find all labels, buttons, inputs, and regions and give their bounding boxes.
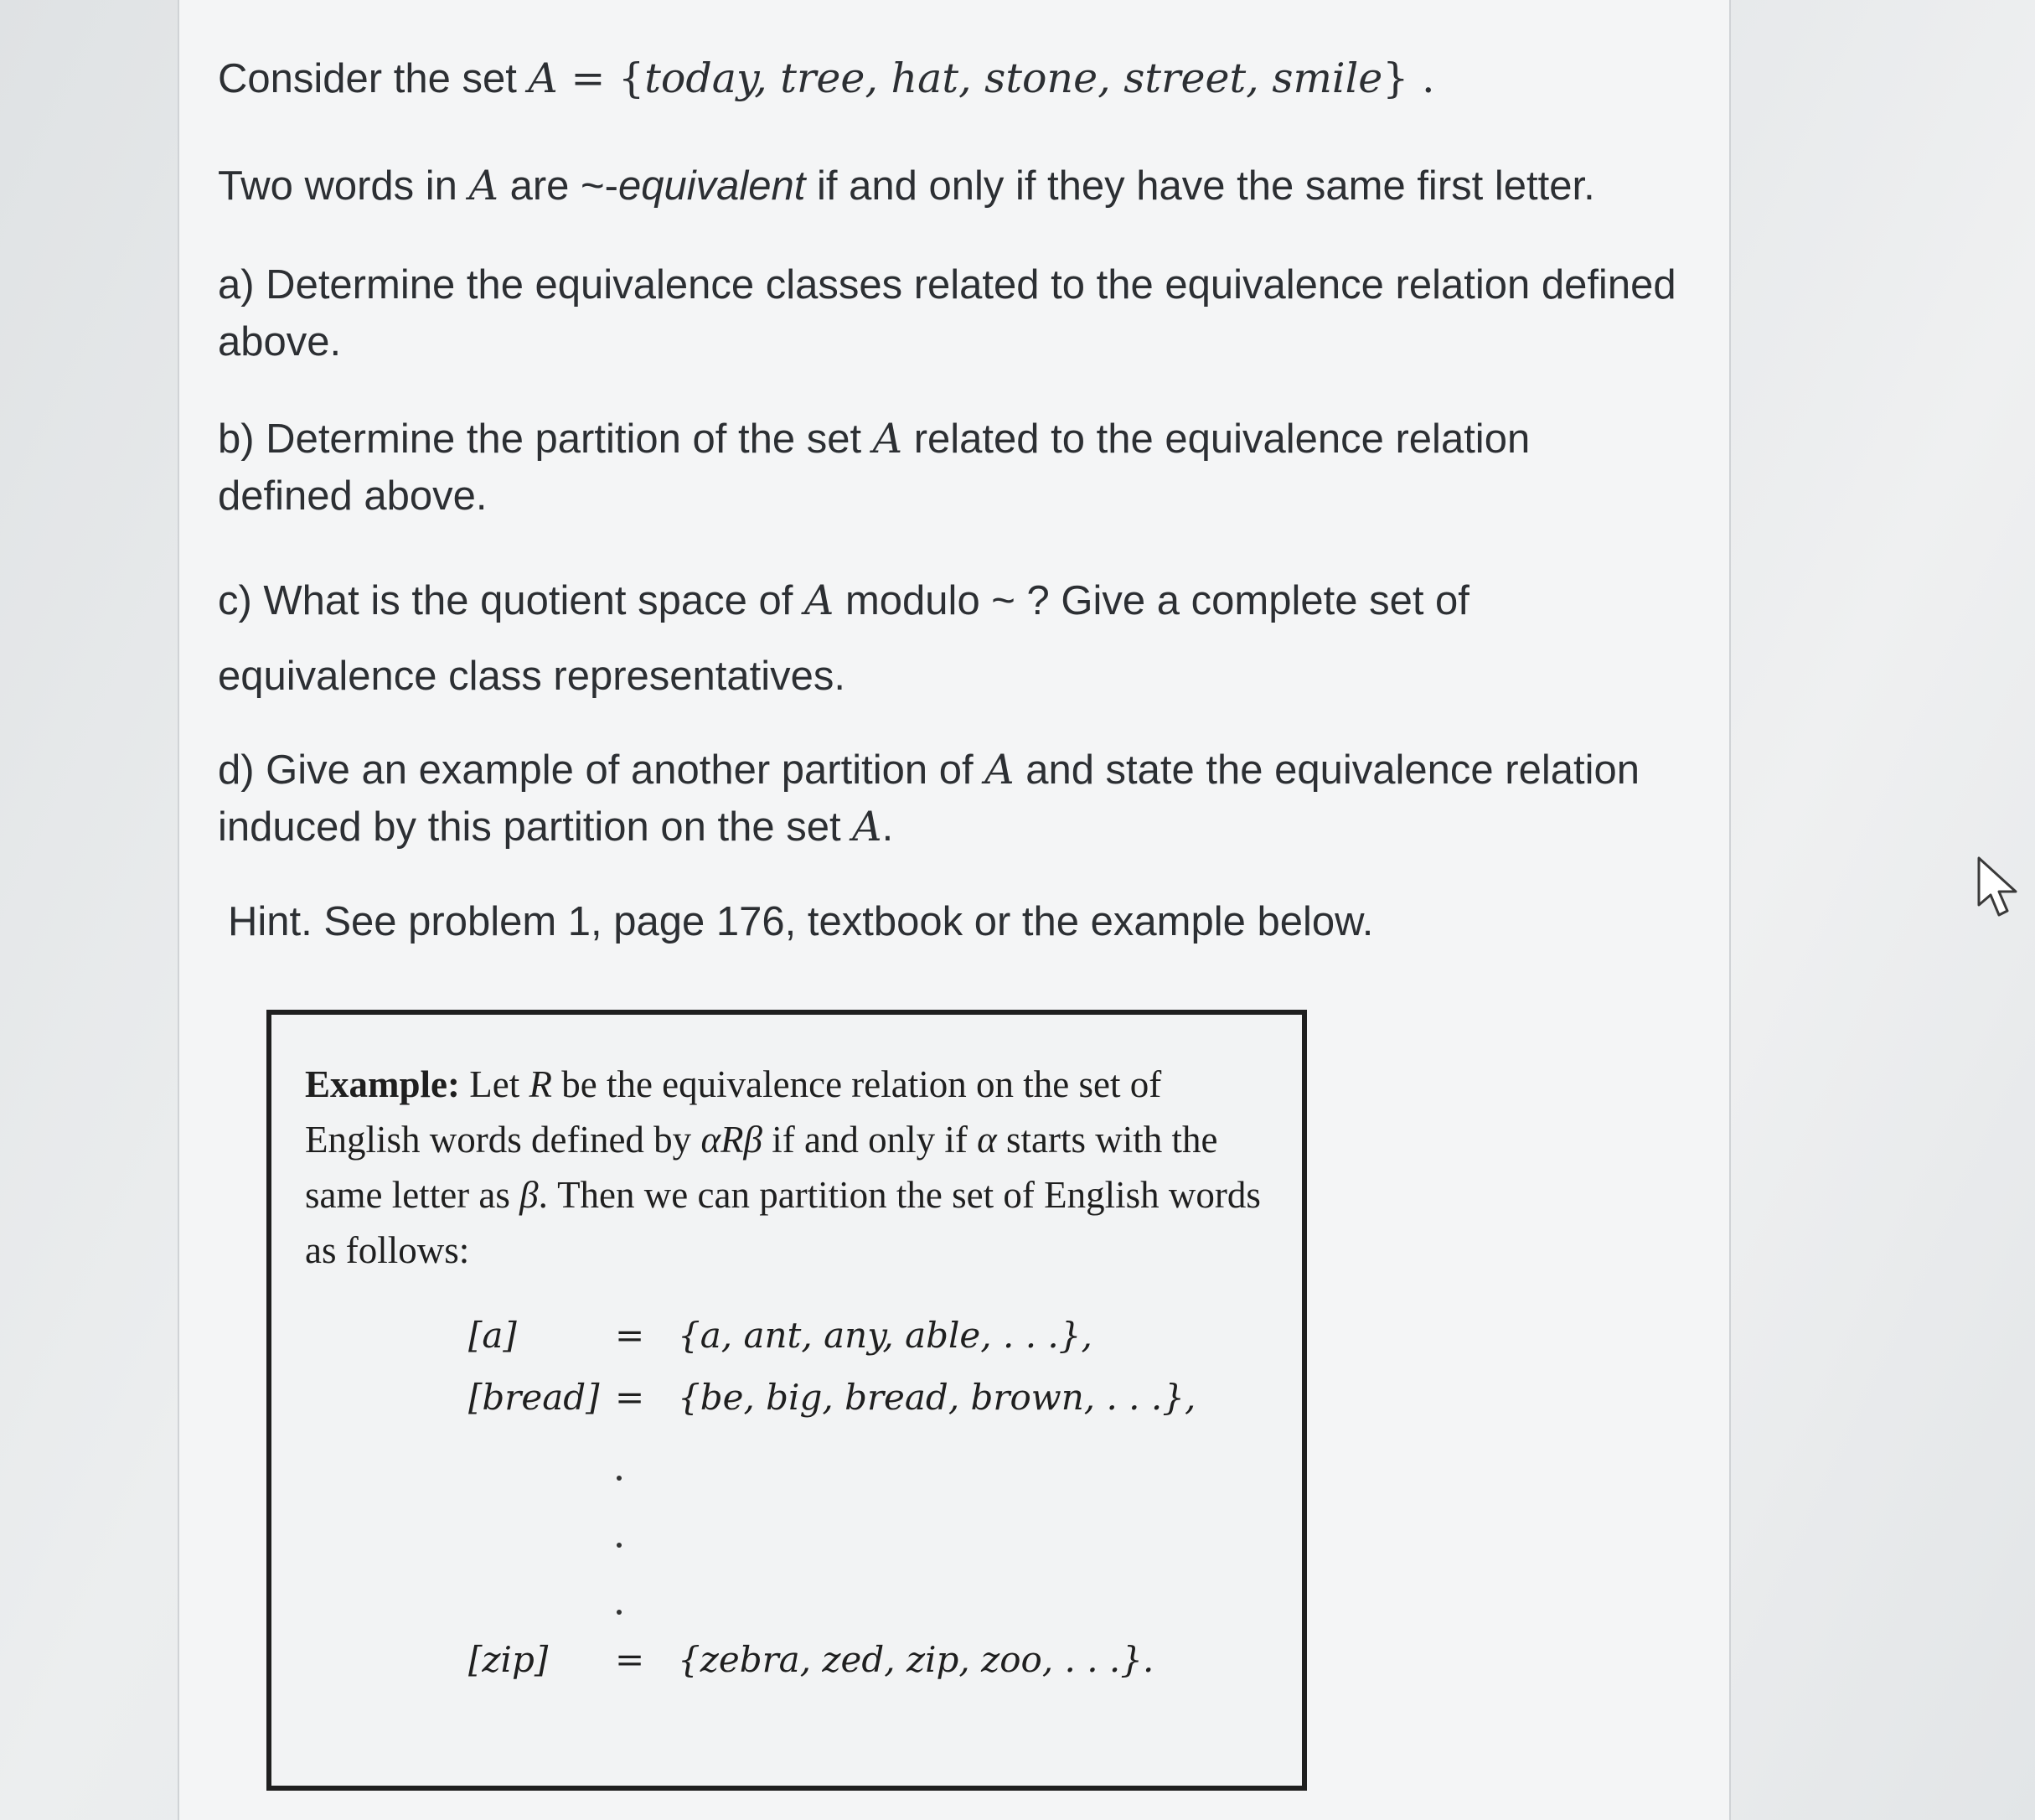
set-elements: today, tree, hat, stone, street, smile xyxy=(644,54,1383,102)
part-a: a) Determine the equivalence classes related to the equivalence relation defined above. xyxy=(218,262,1676,365)
part-b: b) Determine the partition of the set A related to the equivalence relation defined above. xyxy=(218,415,1531,519)
equivalent-term: equivalent xyxy=(617,163,806,209)
part-c: c) What is the quotient space of A modulo ~ ? Give a complete set of equivalence class representatives. xyxy=(218,577,1469,699)
set-name: A xyxy=(528,54,558,102)
example-paragraph: Example: Let R be the equivalence relation on the set of English words defined by αRβ if and only if α starts with the same letter as β. Then we can partition the set of English words as follows: xyxy=(305,1063,1261,1271)
part-d: d) Give an example of another partition of A and state the equivalence relation induced by this partition on the set A. xyxy=(218,746,1640,851)
vertical-ellipsis-dot xyxy=(617,1543,622,1548)
example-box: Example: Let R be the equivalence relation on the set of English words defined by αRβ if and only if α starts with the same letter as β. Then we can partition the set of English words as follows: [a] = {a, ant, any, able, . . .}, [bread] = {be, big, bread, brown, . . .}, [zip] = {zebra, zed, zip, zoo, . . .}. xyxy=(266,1010,1307,1791)
hint-text: Hint. See problem 1, page 176, textbook or the example below. xyxy=(228,899,1374,944)
vertical-ellipsis-dot xyxy=(617,1610,622,1615)
mouse-pointer-icon xyxy=(1976,855,2026,926)
definition-line: Two words in A are ~-equivalent if and only if they have the same first letter. xyxy=(218,162,1595,209)
vertical-ellipsis-dot xyxy=(617,1476,622,1481)
intro-line: Consider the set A = {today, tree, hat, stone, street, smile} . xyxy=(218,54,1435,102)
example-label: Example: xyxy=(305,1063,460,1105)
